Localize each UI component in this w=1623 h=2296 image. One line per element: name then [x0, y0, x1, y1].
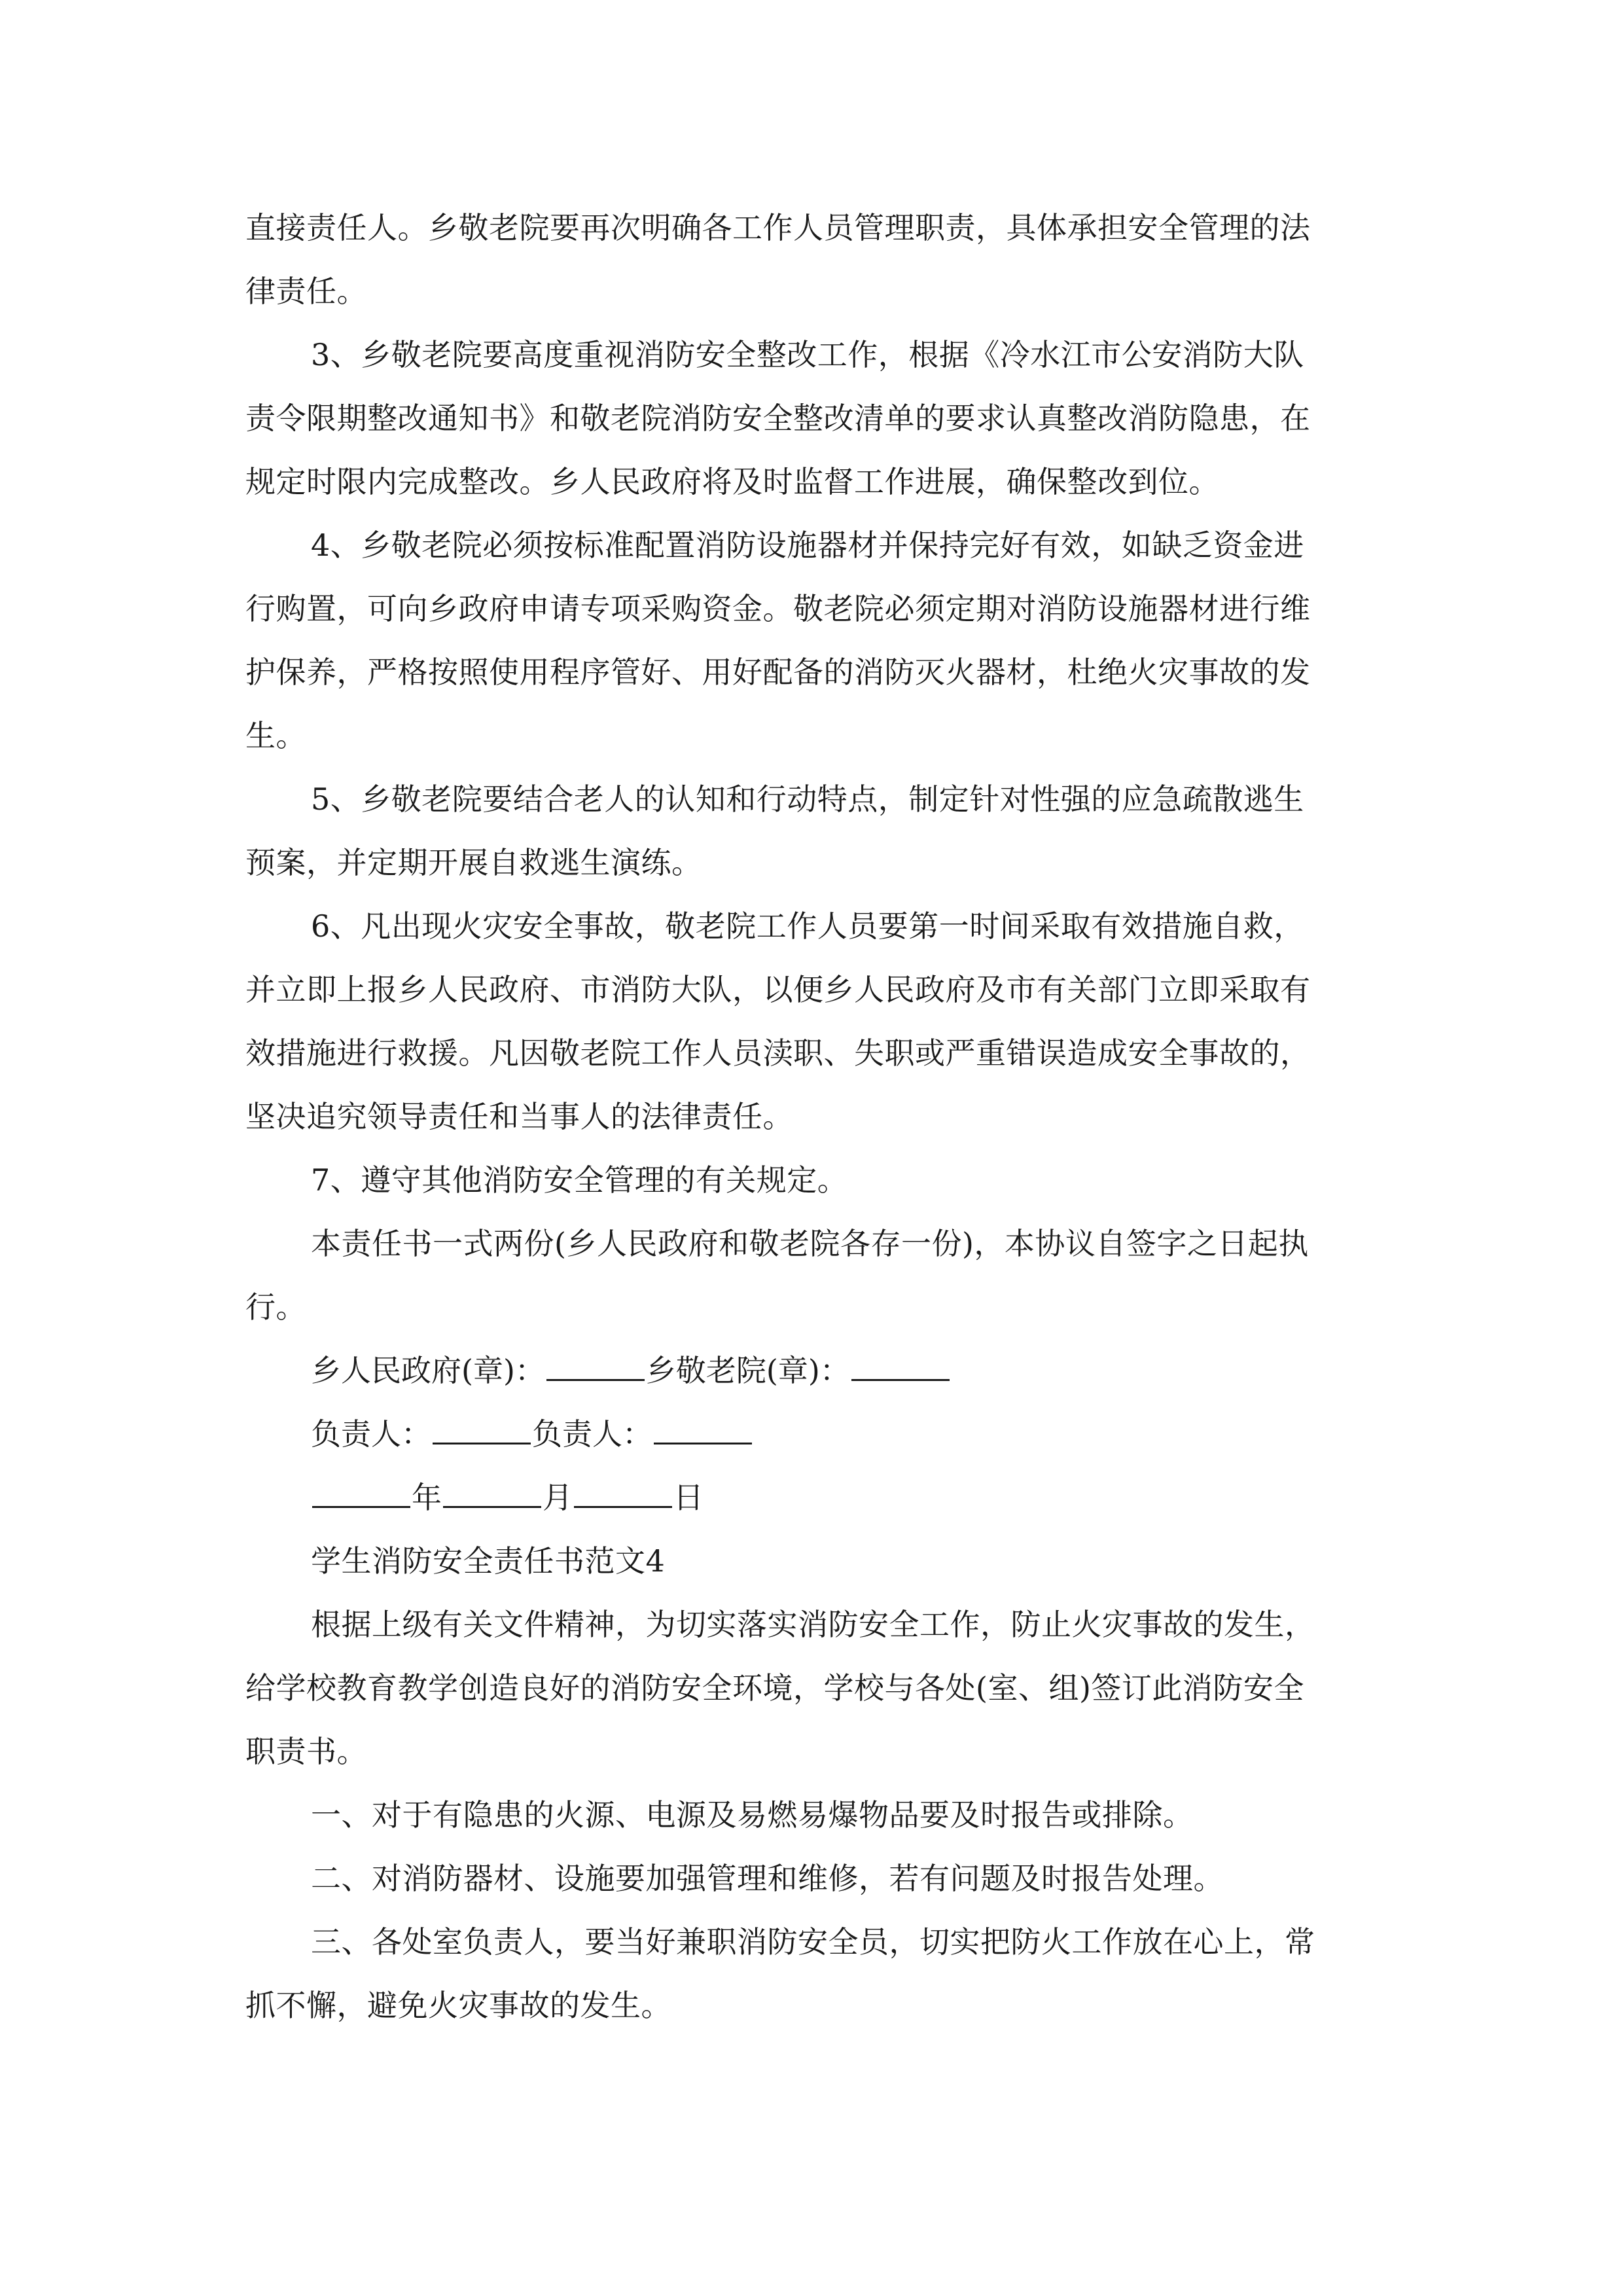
- body-text-line: 行。: [245, 1289, 306, 1325]
- month-label: 月: [543, 1480, 573, 1515]
- body-text-2-line: 抓不懈，避免火灾事故的发生。: [245, 1988, 671, 2023]
- leader-blank-1: [433, 1416, 531, 1444]
- body-text-line: 7、遵守其他消防安全管理的有关规定。: [311, 1162, 848, 1198]
- body-text-2-line: 二、对消防器材、设施要加强管理和维修，若有问题及时报告处理。: [311, 1861, 1224, 1896]
- year-blank: [312, 1480, 410, 1508]
- leader-label-1: 负责人：: [311, 1416, 431, 1452]
- body-text-block: [245, 196, 1387, 1339]
- body-text-line: 3、乡敬老院要高度重视消防安全整改工作，根据《冷水江市公安消防大队: [311, 337, 1304, 372]
- signature-seal-row: [245, 1339, 1387, 1403]
- leader-label-2: 负责人：: [532, 1416, 652, 1452]
- body-text-line: 本责任书一式两份(乡人民政府和敬老院各存一份)，本协议自签字之日起执: [311, 1226, 1309, 1261]
- day-blank: [574, 1480, 672, 1508]
- signature-leader-row: [245, 1403, 1387, 1466]
- body-text-line: 并立即上报乡人民政府、市消防大队，以便乡人民政府及市有关部门立即采取有: [245, 972, 1311, 1007]
- home-seal-blank: [851, 1353, 950, 1381]
- body-text-line: 效措施进行救援。凡因敬老院工作人员渎职、失职或严重错误造成安全事故的，: [245, 1035, 1311, 1071]
- body-text-2-line: 一、对于有隐患的火源、电源及易燃易爆物品要及时报告或排除。: [311, 1797, 1194, 1833]
- signature-date-row: [245, 1466, 1387, 1530]
- body-text-line: 4、乡敬老院必须按标准配置消防设施器材并保持完好有效，如缺乏资金进: [311, 528, 1304, 563]
- year-label: 年: [412, 1480, 442, 1515]
- body-text-line: 责令限期整改通知书》和敬老院消防安全整改清单的要求认真整改消防隐患，在: [245, 401, 1311, 436]
- day-label: 日: [673, 1480, 704, 1515]
- body-text-line: 行购置，可向乡政府申请专项采购资金。敬老院必须定期对消防设施器材进行维: [245, 591, 1311, 626]
- body-text-2-line: 三、各处室负责人，要当好兼职消防安全员，切实把防火工作放在心上，常: [311, 1924, 1315, 1960]
- body-text-line: 规定时限内完成整改。乡人民政府将及时监督工作进展，确保整改到位。: [245, 464, 1219, 499]
- body-text-2-line: 职责书。: [245, 1734, 367, 1769]
- body-text-line: 预案，并定期开展自救逃生演练。: [245, 845, 702, 880]
- body-text-2-line: 给学校教育教学创造良好的消防安全环境，学校与各处(室、组)签订此消防安全: [245, 1670, 1304, 1706]
- body-text-line: 生。: [245, 718, 306, 753]
- body-text-line: 6、凡出现火灾安全事故，敬老院工作人员要第一时间采取有效措施自救，: [311, 908, 1304, 944]
- body-text-2-line: 根据上级有关文件精神，为切实落实消防安全工作，防止火灾事故的发生，: [311, 1607, 1315, 1642]
- body-text-line: 律责任。: [245, 274, 367, 309]
- month-blank: [443, 1480, 541, 1508]
- body-text-block-2: [245, 1530, 1387, 2037]
- body-text-2-line: 学生消防安全责任书范文4: [311, 1543, 666, 1579]
- body-text-line: 护保养，严格按照使用程序管好、用好配备的消防灭火器材，杜绝火灾事故的发: [245, 655, 1311, 690]
- body-text-line: 坚决追究领导责任和当事人的法律责任。: [245, 1099, 793, 1134]
- govt-seal-label: 乡人民政府(章)：: [311, 1353, 545, 1388]
- body-text-line: 5、乡敬老院要结合老人的认知和行动特点，制定针对性强的应急疏散逃生: [311, 781, 1304, 817]
- document-page: [245, 196, 1387, 2037]
- body-text-line: 直接责任人。乡敬老院要再次明确各工作人员管理职责，具体承担安全管理的法: [245, 210, 1311, 245]
- home-seal-label: 乡敬老院(章)：: [645, 1353, 850, 1388]
- leader-blank-2: [654, 1416, 752, 1444]
- govt-seal-blank: [546, 1353, 645, 1381]
